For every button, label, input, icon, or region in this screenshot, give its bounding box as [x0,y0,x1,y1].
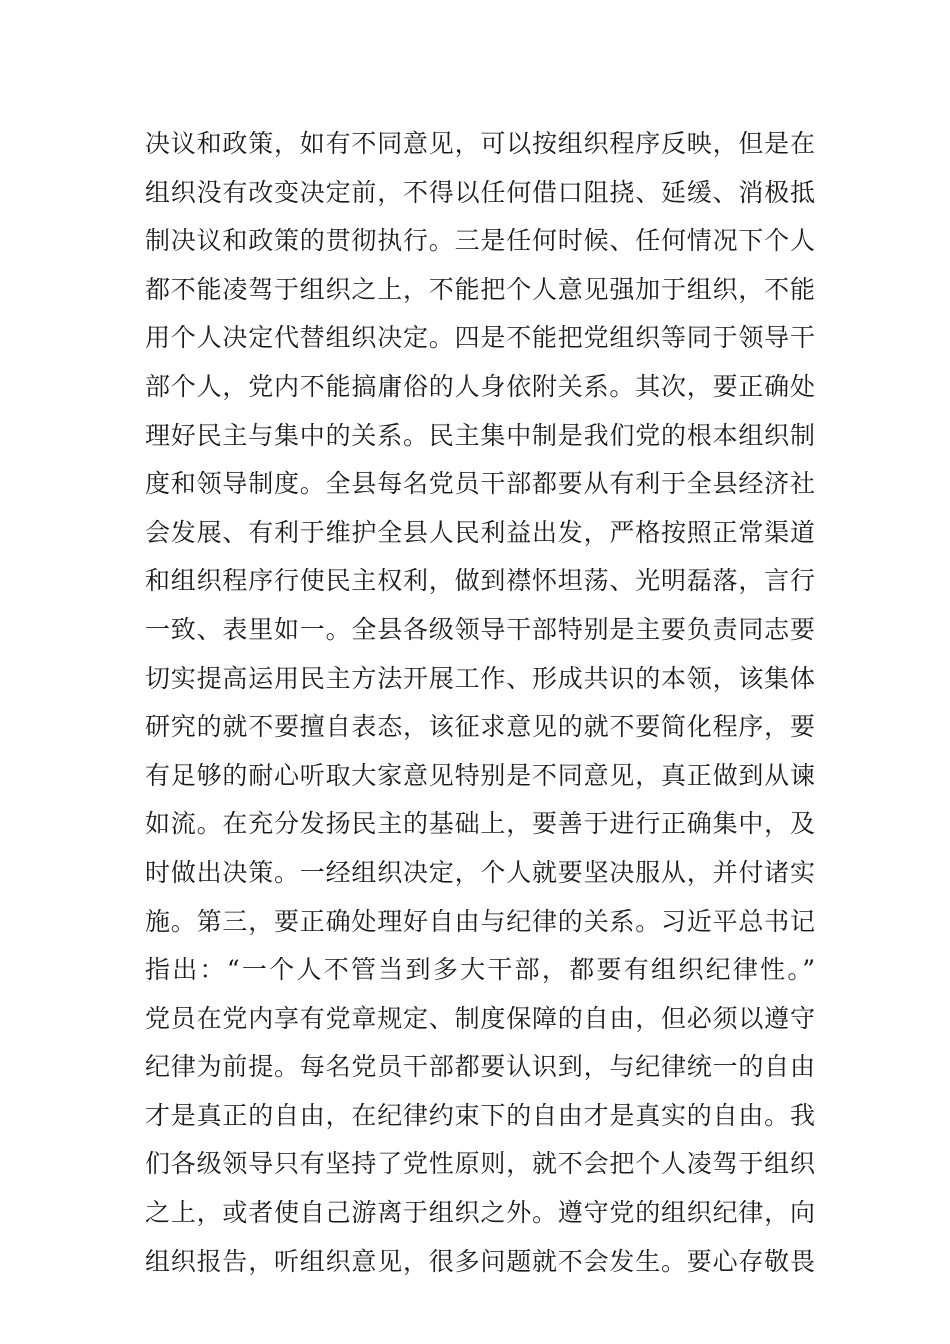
text-line: 施。第三，要正确处理好自由与纪律的关系。习近平总书记 [145,906,815,936]
text-line: 才是真正的自由，在纪律约束下的自由才是真实的自由。我 [145,1100,815,1130]
text-line: 组织没有改变决定前，不得以任何借口阻挠、延缓、消极抵 [145,177,815,207]
text-line: 度和领导制度。全县每名党员干部都要从有利于全县经济社 [145,469,815,499]
text-line: 一致、表里如一。全县各级领导干部特别是主要负责同志要 [145,614,815,644]
text-line: 理好民主与集中的关系。民主集中制是我们党的根本组织制 [145,420,815,450]
text-line: 都不能凌驾于组织之上，不能把个人意见强加于组织，不能 [145,274,815,304]
text-line: 部个人，党内不能搞庸俗的人身依附关系。其次，要正确处 [145,371,815,401]
text-line: 指出：“一个人不管当到多大干部，都要有组织纪律性。” [145,955,815,985]
text-line: 用个人决定代替组织决定。四是不能把党组织等同于领导干 [145,323,815,353]
text-line: 如流。在充分发扬民主的基础上，要善于进行正确集中，及 [145,809,815,839]
text-line: 们各级领导只有坚持了党性原则，就不会把个人凌驾于组织 [145,1149,815,1179]
text-line: 时做出决策。一经组织决定，个人就要坚决服从，并付诸实 [145,857,815,887]
text-line: 制决议和政策的贯彻执行。三是任何时候、任何情况下个人 [145,226,815,256]
text-line: 切实提高运用民主方法开展工作、形成共识的本领，该集体 [145,663,815,693]
text-line: 决议和政策，如有不同意见，可以按组织程序反映，但是在 [145,129,815,158]
text-line: 和组织程序行使民主权利，做到襟怀坦荡、光明磊落，言行 [145,566,815,596]
text-line: 有足够的耐心听取大家意见特别是不同意见，真正做到从谏 [145,760,815,790]
text-line: 党员在党内享有党章规定、制度保障的自由，但必须以遵守 [145,1003,815,1033]
text-line: 纪律为前提。每名党员干部都要认识到，与纪律统一的自由 [145,1052,815,1082]
text-line: 组织报告，听组织意见，很多问题就不会发生。要心存敬畏 [145,1246,815,1276]
text-line: 会发展、有利于维护全县人民利益出发，严格按照正常渠道 [145,517,815,547]
body-text [145,120,815,1286]
text-line: 研究的就不要擅自表态，该征求意见的就不要简化程序，要 [145,712,815,742]
text-line: 之上，或者使自己游离于组织之外。遵守党的组织纪律，向 [145,1198,815,1228]
